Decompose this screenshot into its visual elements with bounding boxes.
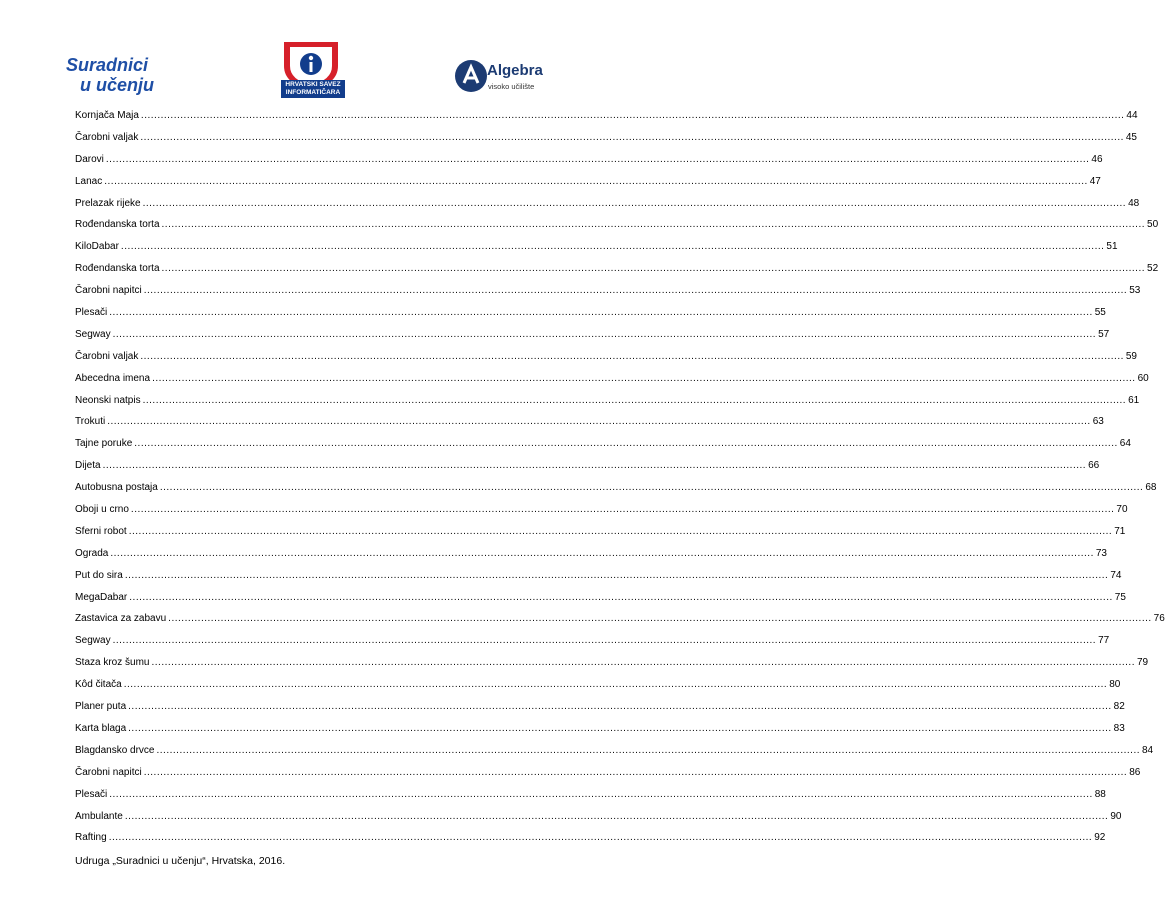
table-of-contents: [75, 110, 1165, 854]
toc-entry-title: Dijeta: [75, 460, 101, 472]
toc-leader-dots: ............................................................................................................................................................................................................................................................................................................: [129, 591, 1113, 603]
toc-entry-title: Abecedna imena: [75, 372, 151, 384]
toc-entry-title: Staza kroz šumu: [75, 657, 150, 669]
toc-entry-title: Rođendanska torta: [75, 263, 160, 275]
toc-leader-dots: ............................................................................................................................................................................................................................................................................................................: [140, 350, 1124, 362]
toc-entry[interactable]: [75, 307, 1106, 329]
toc-entry-title: Rođendanska torta: [75, 219, 160, 231]
toc-leader-dots: ............................................................................................................................................................................................................................................................................................................: [108, 832, 1093, 844]
toc-entry-title: Kôd čitača: [75, 679, 122, 691]
toc-entry[interactable]: [75, 241, 1118, 263]
toc-entry[interactable]: [75, 460, 1100, 482]
toc-entry-page: 82: [1113, 701, 1125, 713]
toc-entry[interactable]: [75, 547, 1107, 570]
toc-entry-page: 51: [1106, 241, 1118, 253]
toc-leader-dots: ............................................................................................................................................................................................................................................................................................................: [134, 438, 1118, 450]
toc-leader-dots: ............................................................................................................................................................................................................................................................................................................: [130, 504, 1115, 516]
toc-entry-page: 86: [1129, 766, 1141, 778]
toc-entry[interactable]: [75, 679, 1121, 701]
toc-leader-dots: ............................................................................................................................................................................................................................................................................................................: [128, 722, 1112, 734]
toc-entry-title: Rafting: [75, 832, 107, 844]
toc-entry-page: 79: [1136, 657, 1149, 669]
toc-entry-title: Segway: [75, 635, 111, 647]
toc-entry-title: Darovi: [75, 153, 104, 165]
toc-entry-title: Ambulante: [75, 810, 123, 822]
toc-leader-dots: ............................................................................................................................................................................................................................................................................................................: [140, 110, 1125, 121]
toc-entry[interactable]: [75, 635, 1110, 657]
hsi-line-2: INFORMATIČARA: [285, 89, 341, 96]
toc-entry-title: Čarobni valjak: [75, 131, 139, 143]
toc-entry[interactable]: [75, 591, 1126, 614]
toc-leader-dots: ............................................................................................................................................................................................................................................................................................................: [142, 197, 1127, 209]
toc-entry[interactable]: [75, 110, 1138, 132]
toc-entry-title: Planer puta: [75, 701, 127, 713]
page-header: [0, 0, 638, 110]
toc-entry[interactable]: [75, 372, 1149, 395]
toc-leader-dots: ............................................................................................................................................................................................................................................................................................................: [124, 569, 1109, 581]
toc-leader-dots: ............................................................................................................................................................................................................................................................................................................: [161, 263, 1146, 275]
toc-entry-title: Plesači: [75, 307, 108, 319]
toc-entry[interactable]: [75, 525, 1126, 548]
toc-entry-page: 50: [1147, 219, 1159, 231]
toc-entry-page: 68: [1145, 482, 1157, 494]
toc-leader-dots: ............................................................................................................................................................................................................................................................................................................: [105, 153, 1090, 165]
toc-entry-page: 44: [1126, 110, 1138, 121]
toc-entry-page: 75: [1114, 591, 1126, 603]
toc-leader-dots: ............................................................................................................................................................................................................................................................................................................: [143, 285, 1128, 297]
toc-leader-dots: ............................................................................................................................................................................................................................................................................................................: [140, 131, 1124, 143]
toc-leader-dots: ............................................................................................................................................................................................................................................................................................................: [107, 416, 1091, 428]
toc-entry[interactable]: [75, 832, 1106, 854]
toc-leader-dots: ............................................................................................................................................................................................................................................................................................................: [151, 657, 1135, 669]
toc-entry-page: 70: [1116, 504, 1128, 516]
toc-leader-dots: ............................................................................................................................................................................................................................................................................................................: [168, 613, 1152, 625]
toc-leader-dots: ............................................................................................................................................................................................................................................................................................................: [128, 701, 1112, 713]
suradnici-logo: [66, 55, 154, 95]
toc-entry[interactable]: [75, 350, 1137, 373]
toc-entry[interactable]: [75, 504, 1128, 526]
toc-entry-page: 59: [1125, 350, 1137, 362]
toc-entry-title: Prelazak rijeke: [75, 197, 141, 209]
toc-entry[interactable]: [75, 569, 1122, 592]
toc-leader-dots: ............................................................................................................................................................................................................................................................................................................: [159, 482, 1144, 494]
toc-entry[interactable]: [75, 744, 1154, 767]
toc-entry[interactable]: [75, 263, 1159, 285]
toc-entry[interactable]: [75, 394, 1140, 417]
toc-leader-dots: ............................................................................................................................................................................................................................................................................................................: [123, 679, 1108, 691]
toc-entry-page: 48: [1128, 197, 1140, 209]
toc-entry[interactable]: [75, 657, 1149, 679]
toc-entry-title: Čarobni napitci: [75, 285, 142, 297]
toc-entry[interactable]: [75, 197, 1140, 220]
toc-entry-page: 92: [1094, 832, 1106, 844]
toc-entry[interactable]: [75, 810, 1122, 833]
toc-leader-dots: ............................................................................................................................................................................................................................................................................................................: [143, 766, 1128, 778]
toc-leader-dots: ............................................................................................................................................................................................................................................................................................................: [109, 788, 1093, 800]
toc-entry-title: Segway: [75, 328, 111, 340]
toc-leader-dots: ............................................................................................................................................................................................................................................................................................................: [112, 635, 1097, 647]
toc-entry[interactable]: [75, 285, 1141, 307]
toc-entry-title: KiloDabar: [75, 241, 119, 253]
toc-entry-page: 45: [1125, 131, 1137, 143]
toc-entry-page: 80: [1109, 679, 1121, 691]
toc-leader-dots: ............................................................................................................................................................................................................................................................................................................: [120, 241, 1105, 253]
toc-entry-title: MegaDabar: [75, 591, 128, 603]
toc-entry-page: 73: [1095, 547, 1107, 559]
logo-line-2: u učenju: [80, 75, 155, 95]
toc-entry-title: Ograda: [75, 547, 109, 559]
toc-entry-title: Oboji u crno: [75, 504, 129, 516]
toc-entry[interactable]: [75, 701, 1125, 723]
toc-entry-page: 76: [1153, 613, 1165, 625]
toc-entry[interactable]: [75, 131, 1137, 154]
toc-entry[interactable]: [75, 613, 1165, 635]
toc-entry-page: 64: [1119, 438, 1131, 450]
toc-leader-dots: ............................................................................................................................................................................................................................................................................................................: [102, 460, 1087, 472]
toc-entry[interactable]: [75, 722, 1125, 745]
toc-entry-page: 60: [1137, 372, 1149, 384]
toc-entry[interactable]: [75, 416, 1104, 438]
toc-leader-dots: ............................................................................................................................................................................................................................................................................................................: [152, 372, 1136, 384]
toc-entry-page: 90: [1110, 810, 1122, 822]
algebra-name: Algebra: [487, 62, 543, 79]
toc-entry[interactable]: [75, 153, 1103, 176]
hsi-line-1: HRVATSKI SAVEZ: [285, 81, 341, 88]
toc-entry[interactable]: [75, 219, 1159, 241]
toc-leader-dots: ............................................................................................................................................................................................................................................................................................................: [112, 328, 1097, 340]
toc-entry-page: 53: [1129, 285, 1141, 297]
logo-line-1: Suradnici: [66, 55, 149, 75]
toc-entry[interactable]: [75, 328, 1110, 351]
toc-leader-dots: ............................................................................................................................................................................................................................................................................................................: [109, 307, 1093, 319]
toc-entry-title: Čarobni napitci: [75, 766, 142, 778]
toc-entry[interactable]: [75, 438, 1131, 460]
toc-entry-title: Lanac: [75, 175, 103, 187]
toc-entry-page: 77: [1098, 635, 1110, 647]
toc-entry-title: Tajne poruke: [75, 438, 133, 450]
toc-entry-title: Plesači: [75, 788, 108, 800]
toc-entry-page: 74: [1110, 569, 1122, 581]
hsi-label: [281, 80, 345, 98]
toc-leader-dots: ............................................................................................................................................................................................................................................................................................................: [110, 547, 1094, 559]
toc-entry-title: Blagdansko drvce: [75, 744, 155, 756]
toc-entry-title: Trokuti: [75, 416, 106, 428]
toc-leader-dots: ............................................................................................................................................................................................................................................................................................................: [142, 394, 1127, 406]
toc-entry-page: 71: [1114, 525, 1126, 537]
toc-leader-dots: ............................................................................................................................................................................................................................................................................................................: [128, 525, 1113, 537]
toc-entry-title: Zastavica za zabavu: [75, 613, 167, 625]
toc-entry-page: 46: [1091, 153, 1103, 165]
toc-entry-title: Autobusna postaja: [75, 482, 158, 494]
toc-leader-dots: ............................................................................................................................................................................................................................................................................................................: [124, 810, 1109, 822]
toc-entry-page: 52: [1147, 263, 1159, 275]
toc-entry-page: 88: [1094, 788, 1106, 800]
toc-entry[interactable]: [75, 175, 1101, 198]
toc-entry-page: 55: [1094, 307, 1106, 319]
toc-leader-dots: ............................................................................................................................................................................................................................................................................................................: [104, 175, 1088, 187]
toc-entry-page: 47: [1089, 175, 1101, 187]
toc-entry-page: 83: [1113, 722, 1125, 734]
toc-entry-page: 66: [1088, 460, 1100, 472]
toc-leader-dots: ............................................................................................................................................................................................................................................................................................................: [161, 219, 1146, 231]
toc-entry-page: 84: [1142, 744, 1154, 756]
toc-entry-page: 63: [1092, 416, 1104, 428]
toc-entry[interactable]: [75, 482, 1157, 504]
toc-entry-page: 57: [1098, 328, 1110, 340]
toc-entry-title: Kornjača Maja: [75, 110, 139, 121]
algebra-subtitle: visoko učilište: [488, 82, 535, 91]
toc-entry-title: Put do sira: [75, 569, 123, 581]
toc-leader-dots: ............................................................................................................................................................................................................................................................................................................: [156, 744, 1140, 756]
toc-entry-title: Karta blaga: [75, 722, 127, 734]
toc-entry-title: Neonski natpis: [75, 394, 141, 406]
toc-entry[interactable]: [75, 766, 1141, 789]
toc-entry[interactable]: [75, 788, 1106, 811]
page-footer: Udruga „Suradnici u učenju“, Hrvatska, 2016.: [75, 855, 286, 867]
toc-entry-title: Čarobni valjak: [75, 350, 139, 362]
toc-entry-page: 61: [1128, 394, 1140, 406]
toc-entry-title: Sferni robot: [75, 525, 127, 537]
